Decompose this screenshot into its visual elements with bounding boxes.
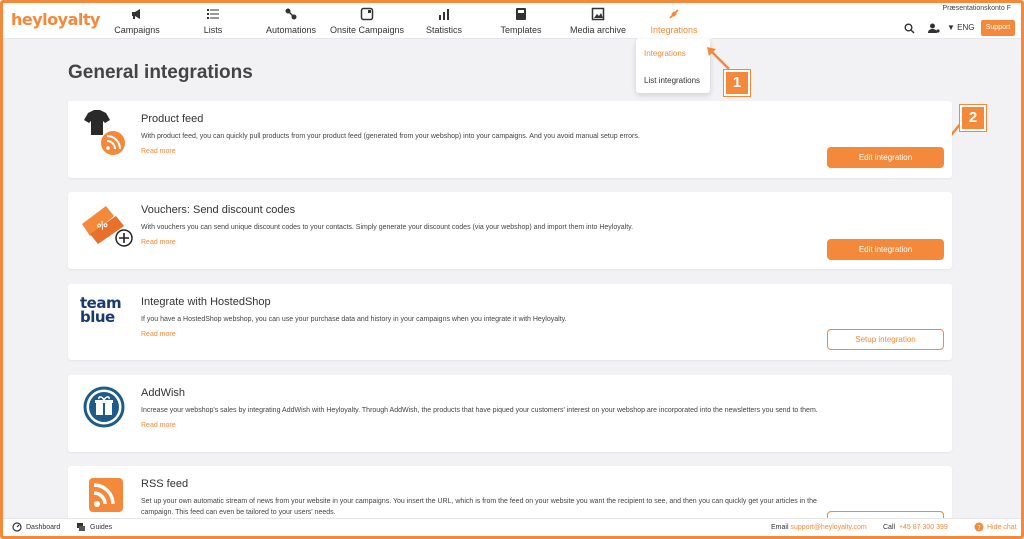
- rss-icon: [80, 474, 130, 522]
- card-description: Set up your own automatic stream of news from your website in your campaigns. You insert the URL, which is from the feed on your website you want the recipient to see, and then you can quickly get your articles in the campaign. This feed can even be tailored to your users' needs.: [141, 498, 817, 516]
- account-name[interactable]: Præsentationskonto F: [942, 5, 1011, 12]
- top-header: [3, 3, 1021, 39]
- read-more-link[interactable]: Read more: [141, 148, 176, 155]
- help-icon: [974, 522, 984, 534]
- support-phone-link[interactable]: +45 87 300 399: [898, 524, 948, 531]
- image-icon: [569, 7, 627, 23]
- card-vouchers: [68, 192, 952, 269]
- read-more-link[interactable]: Read more: [141, 239, 176, 246]
- nav-onsite-campaigns[interactable]: Onsite Campaigns: [329, 3, 405, 39]
- nav-statistics[interactable]: Statistics: [421, 3, 467, 39]
- card-hostedshop: [68, 284, 952, 360]
- annotation-badge-2: 2: [960, 105, 986, 131]
- hide-chat-link[interactable]: Hide chat: [987, 524, 1017, 531]
- card-description: If you have a HostedShop webshop, you can use your purchase data and history in your campaigns when you integrate it with Heyloyalty.: [141, 316, 567, 323]
- annotation-badge-1: 1: [724, 70, 750, 96]
- card-title: RSS feed: [141, 478, 189, 490]
- onsite-icon: [329, 7, 405, 23]
- dashboard-icon: [12, 522, 22, 534]
- integrations-dropdown: [636, 39, 710, 93]
- support-button[interactable]: Support: [981, 20, 1015, 36]
- language-selector[interactable]: ▼ ENG: [947, 23, 975, 32]
- dropdown-item-list-integrations[interactable]: List integrations: [644, 76, 701, 85]
- svg-text:?: ?: [977, 524, 981, 532]
- addwish-gift-icon: [80, 383, 130, 431]
- card-title: AddWish: [141, 387, 186, 399]
- plug-icon: [637, 7, 711, 23]
- teamblue-logo: team blue: [80, 294, 122, 326]
- read-more-link[interactable]: Read more: [141, 422, 176, 429]
- setup-integration-button[interactable]: Setup integration: [827, 329, 944, 350]
- edit-integration-button[interactable]: Edit integration: [827, 147, 944, 168]
- caret-down-icon: ▼: [947, 23, 955, 32]
- card-addwish: [68, 375, 952, 452]
- card-description: With vouchers you can send unique discount codes to your contacts. Simply generate your discount codes (via your webshop) and import them into Heyloyalty.: [141, 224, 634, 231]
- footer-bar: [3, 518, 1021, 536]
- megaphone-icon: [107, 7, 167, 23]
- template-icon: [493, 7, 549, 23]
- card-title: Integrate with HostedShop: [141, 296, 271, 308]
- footer-guides-link[interactable]: Guides: [90, 524, 113, 531]
- card-description: With product feed, you can quickly pull products from your product feed (generated from your webshop) into your campaigns. And you avoid manual setup errors.: [141, 133, 640, 140]
- page-title: General integrations: [68, 62, 253, 83]
- edit-integration-button[interactable]: Edit integration: [827, 239, 944, 260]
- nav-templates[interactable]: Templates: [493, 3, 549, 39]
- nav-integrations[interactable]: Integrations: [637, 3, 711, 39]
- search-icon[interactable]: [904, 21, 915, 39]
- heyloyalty-logo[interactable]: heyloyalty: [11, 10, 100, 29]
- annotation-arrow-1: [703, 43, 743, 73]
- card-title: Vouchers: Send discount codes: [141, 204, 296, 216]
- nav-automations[interactable]: Automations: [260, 3, 322, 39]
- product-feed-icon: [80, 109, 130, 157]
- chart-icon: [421, 7, 467, 23]
- support-email-link[interactable]: support@heyloyalty.com: [790, 524, 867, 531]
- footer-phone: Call +45 87 300 399: [883, 524, 948, 531]
- footer-email: Email support@heyloyalty.com: [771, 524, 867, 531]
- automation-icon: [260, 7, 322, 23]
- card-title: Product feed: [141, 113, 204, 125]
- nav-campaigns[interactable]: Campaigns: [107, 3, 167, 39]
- list-icon: [193, 7, 233, 23]
- svg-text:%: %: [95, 218, 111, 234]
- read-more-link[interactable]: Read more: [141, 331, 176, 338]
- card-product-feed: [68, 101, 952, 178]
- nav-lists[interactable]: Lists: [193, 3, 233, 39]
- guides-icon: [76, 522, 86, 534]
- user-settings-icon[interactable]: [928, 21, 940, 39]
- footer-dashboard-link[interactable]: Dashboard: [26, 524, 61, 531]
- nav-media-archive[interactable]: Media archive: [569, 3, 627, 39]
- card-description: Increase your webshop's sales by integrating AddWish with Heyloyalty. Through AddWish, the products that have piqued your customers' interest on your webshop are incorporated into the newsletters you send to them.: [141, 407, 818, 414]
- dropdown-item-integrations[interactable]: Integrations: [644, 49, 686, 58]
- voucher-icon: [80, 200, 130, 248]
